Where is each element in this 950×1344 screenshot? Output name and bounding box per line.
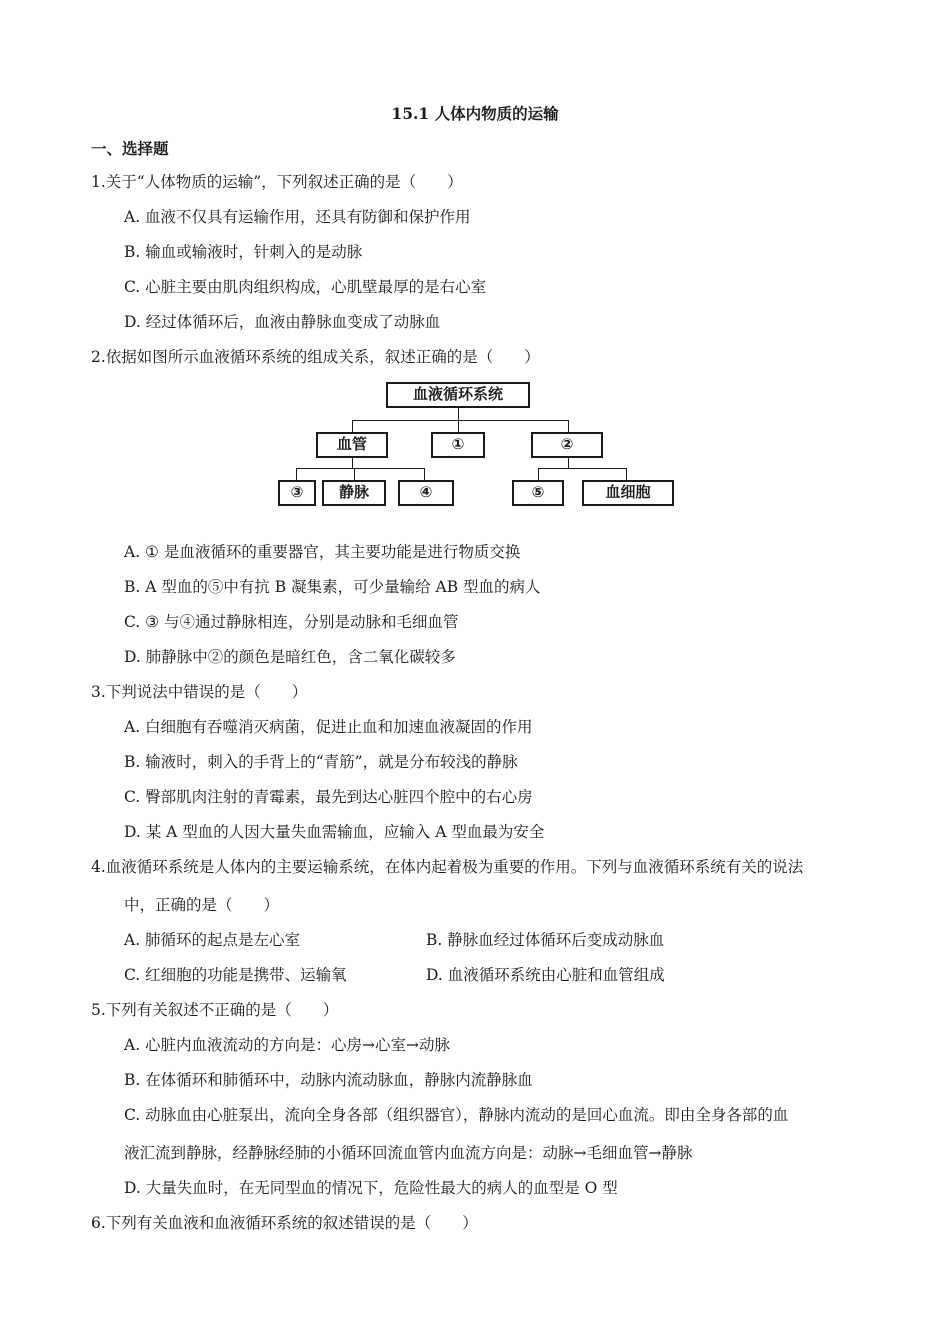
q3-option-a: A. 白细胞有吞噬消灭病菌，促进止血和加速血液凝固的作用 <box>124 718 533 736</box>
q5-option-c: C. 动脉血由心脏泵出，流向全身各部（组织器官），静脉内流动的是回心血流。即由全身各部的血 <box>124 1106 789 1124</box>
section-heading: 一、选择题 <box>91 139 169 158</box>
question-2-stem: 2.依据如图所示血液循环系统的组成关系，叙述正确的是（ ） <box>91 348 540 366</box>
diagram-node-4-box: ④ <box>398 480 454 506</box>
diagram-node-2-box: ② <box>531 432 603 458</box>
diagram-node-5-box: ⑤ <box>512 480 564 506</box>
diagram-node-3-box: ③ <box>278 480 316 506</box>
q3-option-b: B. 输液时，刺入的手背上的“青筋”，就是分布较浅的静脉 <box>124 753 518 771</box>
q4-option-c: C. 红细胞的功能是携带、运输氧 <box>124 966 347 984</box>
connector <box>626 468 627 480</box>
connector <box>296 468 297 480</box>
connector <box>538 468 539 480</box>
connector <box>354 468 355 480</box>
connector <box>568 458 569 468</box>
circulatory-system-diagram <box>276 380 678 510</box>
connector <box>352 420 568 421</box>
page-title: 15.1 人体内物质的运输 <box>391 104 559 123</box>
question-5-stem: 5.下列有关叙述不正确的是（ ） <box>91 1001 339 1019</box>
connector <box>458 420 459 432</box>
connector <box>458 408 459 420</box>
connector <box>296 468 424 469</box>
q4-option-a: A. 肺循环的起点是左心室 <box>124 931 301 949</box>
diagram-veins-box: 静脉 <box>322 480 386 506</box>
q5-option-c-continued: 液汇流到静脉，经静脉经肺的小循环回流血管内血流方向是：动脉→毛细血管→静脉 <box>124 1144 693 1162</box>
diagram-node-1-box: ① <box>431 432 485 458</box>
question-4-stem-continued: 中，正确的是（ ） <box>124 896 280 914</box>
q5-option-d: D. 大量失血时，在无同型血的情况下，危险性最大的病人的血型是 O 型 <box>124 1179 618 1197</box>
connector <box>568 420 569 432</box>
q1-option-d: D. 经过体循环后，血液由静脉血变成了动脉血 <box>124 313 441 331</box>
question-3-stem: 3.下判说法中错误的是（ ） <box>91 683 308 701</box>
connector <box>352 458 353 468</box>
question-1-stem: 1.关于“人体物质的运输”，下列叙述正确的是（ ） <box>91 173 463 191</box>
connector <box>424 468 425 480</box>
question-4-stem: 4.血液循环系统是人体内的主要运输系统，在体内起着极为重要的作用。下列与血液循环系统有关的说法 <box>91 858 804 876</box>
q1-option-a: A. 血液不仅具有运输作用，还具有防御和保护作用 <box>124 208 471 226</box>
q2-option-c: C. ③ 与④通过静脉相连，分别是动脉和毛细血管 <box>124 613 459 631</box>
q2-option-b: B. A 型血的⑤中有抗 B 凝集素，可少量输给 AB 型血的病人 <box>124 578 541 596</box>
connector <box>538 468 626 469</box>
q3-option-d: D. 某 A 型血的人因大量失血需输血，应输入 A 型血最为安全 <box>124 823 545 841</box>
q3-option-c: C. 臀部肌肉注射的青霉素，最先到达心脏四个腔中的右心房 <box>124 788 533 806</box>
q2-option-a: A. ① 是血液循环的重要器官，其主要功能是进行物质交换 <box>124 543 521 561</box>
q1-option-b: B. 输血或输液时，针刺入的是动脉 <box>124 243 363 261</box>
question-6-stem: 6.下列有关血液和血液循环系统的叙述错误的是（ ） <box>91 1214 478 1232</box>
q5-option-a: A. 心脏内血液流动的方向是：心房→心室→动脉 <box>124 1036 451 1054</box>
q4-option-b: B. 静脉血经过体循环后变成动脉血 <box>426 931 665 949</box>
diagram-vessels-box: 血管 <box>316 432 388 458</box>
q5-option-b: B. 在体循环和肺循环中，动脉内流动脉血，静脉内流静脉血 <box>124 1071 533 1089</box>
q4-option-d: D. 血液循环系统由心脏和血管组成 <box>426 966 665 984</box>
diagram-blood-cells-box: 血细胞 <box>582 480 674 506</box>
q2-option-d: D. 肺静脉中②的颜色是暗红色，含二氧化碳较多 <box>124 648 456 666</box>
connector <box>352 420 353 432</box>
q1-option-c: C. 心脏主要由肌肉组织构成，心肌壁最厚的是右心室 <box>124 278 487 296</box>
diagram-root-box: 血液循环系统 <box>386 382 530 408</box>
